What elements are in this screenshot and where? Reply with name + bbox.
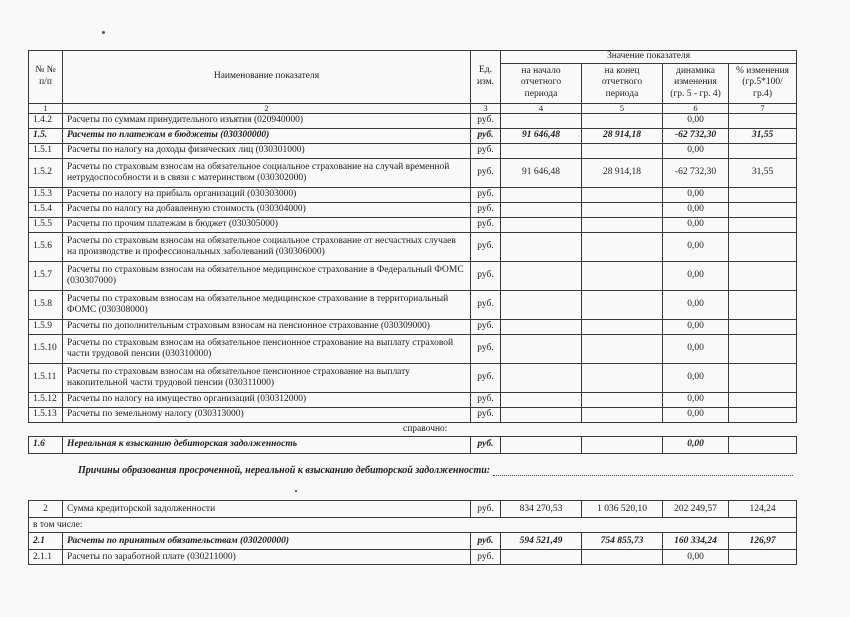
row-num: 1.5.5 bbox=[29, 217, 63, 232]
row-num: 1.5. bbox=[29, 128, 63, 143]
table-row bbox=[29, 143, 797, 158]
receivables-table bbox=[28, 50, 797, 454]
row-name: Расчеты по налогу на доходы физических лиц (030301000) bbox=[63, 143, 471, 158]
row-name: Сумма кредиторской задолженности bbox=[63, 501, 471, 518]
row-num: 1.5.9 bbox=[29, 319, 63, 334]
row-unit: руб. bbox=[471, 202, 501, 217]
row-end bbox=[582, 392, 663, 407]
row-name: Расчеты по дополнительным страховым взносам на пенсионное страхование (030309000) bbox=[63, 319, 471, 334]
row-num: 2.1.1 bbox=[29, 550, 63, 565]
row-dynamics: -62 732,30 bbox=[663, 158, 729, 187]
row-start: 834 270,53 bbox=[501, 501, 582, 518]
row-percent: 126,97 bbox=[729, 533, 797, 550]
row-start bbox=[501, 334, 582, 363]
row-num: 1.5.6 bbox=[29, 232, 63, 261]
row-percent bbox=[729, 217, 797, 232]
row-percent: 124,24 bbox=[729, 501, 797, 518]
row-unit: руб. bbox=[471, 290, 501, 319]
row-start bbox=[501, 143, 582, 158]
row-dynamics: 0,00 bbox=[663, 143, 729, 158]
row-num: 1.5.2 bbox=[29, 158, 63, 187]
row-start: 594 521,49 bbox=[501, 533, 582, 550]
header-value-group: Значение показателя bbox=[501, 51, 797, 64]
row-num: 1.5.13 bbox=[29, 407, 63, 422]
row-end bbox=[582, 290, 663, 319]
row-end bbox=[582, 407, 663, 422]
row-percent bbox=[729, 143, 797, 158]
row-unit: руб. bbox=[471, 187, 501, 202]
col-number: 7 bbox=[729, 103, 797, 113]
row-start bbox=[501, 550, 582, 565]
scan-speck bbox=[102, 31, 105, 34]
row-dynamics: 0,00 bbox=[663, 392, 729, 407]
row-dynamics: 0,00 bbox=[663, 187, 729, 202]
table-row bbox=[29, 392, 797, 407]
row-name: Расчеты по страховым взносам на обязательное пенсионное страхование на выплату страховой части трудовой пенсии (030310000) bbox=[63, 334, 471, 363]
row-end bbox=[582, 436, 663, 453]
row-percent bbox=[729, 550, 797, 565]
row-end: 28 914,18 bbox=[582, 158, 663, 187]
row-percent bbox=[729, 392, 797, 407]
row-dynamics: 0,00 bbox=[663, 217, 729, 232]
table-row bbox=[29, 363, 797, 392]
row-end: 754 855,73 bbox=[582, 533, 663, 550]
row-num: 1.5.4 bbox=[29, 202, 63, 217]
table-row bbox=[29, 232, 797, 261]
row-unit: руб. bbox=[471, 550, 501, 565]
overdue-reasons-note bbox=[78, 465, 798, 479]
row-num: 1.5.8 bbox=[29, 290, 63, 319]
row-start bbox=[501, 363, 582, 392]
row-start bbox=[501, 392, 582, 407]
row-num: 2 bbox=[29, 501, 63, 518]
row-unit: руб. bbox=[471, 501, 501, 518]
row-start: 91 646,48 bbox=[501, 128, 582, 143]
col-number: 5 bbox=[582, 103, 663, 113]
payables-table bbox=[28, 500, 797, 565]
table-row bbox=[29, 436, 797, 453]
row-dynamics: -62 732,30 bbox=[663, 128, 729, 143]
row-dynamics: 0,00 bbox=[663, 113, 729, 128]
row-unit: руб. bbox=[471, 319, 501, 334]
table-row bbox=[29, 261, 797, 290]
row-name: Расчеты по страховым взносам на обязательное пенсионное страхование на выплату накопительной части трудовой пенсии (030311000) bbox=[63, 363, 471, 392]
row-unit: руб. bbox=[471, 533, 501, 550]
row-percent bbox=[729, 407, 797, 422]
row-start bbox=[501, 290, 582, 319]
table-row bbox=[29, 407, 797, 422]
note-text: Причины образования просроченной, нереальной к взысканию дебиторской задолженности: bbox=[78, 465, 491, 476]
row-name: Расчеты по земельному налогу (030313000) bbox=[63, 407, 471, 422]
row-num: 1.4.2 bbox=[29, 113, 63, 128]
row-dynamics: 0,00 bbox=[663, 436, 729, 453]
row-percent bbox=[729, 261, 797, 290]
row-start bbox=[501, 232, 582, 261]
row-name: Расчеты по суммам принудительного изъятия (020940000) bbox=[63, 113, 471, 128]
row-end bbox=[582, 187, 663, 202]
table-row bbox=[29, 113, 797, 128]
row-end bbox=[582, 319, 663, 334]
row-unit: руб. bbox=[471, 232, 501, 261]
row-num: 1.5.10 bbox=[29, 334, 63, 363]
table-row bbox=[29, 319, 797, 334]
row-percent bbox=[729, 113, 797, 128]
row-end bbox=[582, 363, 663, 392]
reference-label: справочно: bbox=[29, 422, 797, 436]
row-num: 1.5.11 bbox=[29, 363, 63, 392]
row-unit: руб. bbox=[471, 143, 501, 158]
row-percent bbox=[729, 436, 797, 453]
row-unit: руб. bbox=[471, 363, 501, 392]
row-percent bbox=[729, 290, 797, 319]
header-end: на конец отчетного периода bbox=[582, 63, 663, 103]
row-unit: руб. bbox=[471, 261, 501, 290]
row-num: 1.6 bbox=[29, 436, 63, 453]
scan-speck bbox=[295, 490, 297, 492]
row-unit: руб. bbox=[471, 334, 501, 363]
row-start bbox=[501, 202, 582, 217]
col-number: 2 bbox=[63, 103, 471, 113]
row-end bbox=[582, 113, 663, 128]
col-number: 4 bbox=[501, 103, 582, 113]
row-name: Расчеты по налогу на добавленную стоимость (030304000) bbox=[63, 202, 471, 217]
row-num: 2.1 bbox=[29, 533, 63, 550]
row-end bbox=[582, 550, 663, 565]
row-end bbox=[582, 261, 663, 290]
row-unit: руб. bbox=[471, 392, 501, 407]
row-dynamics: 0,00 bbox=[663, 319, 729, 334]
col-number: 1 bbox=[29, 103, 63, 113]
row-name: Расчеты по налогу на прибыль организаций (030303000) bbox=[63, 187, 471, 202]
row-name: Расчеты по заработной плате (030211000) bbox=[63, 550, 471, 565]
row-start bbox=[501, 261, 582, 290]
header-num: № № п/п bbox=[29, 51, 63, 104]
row-unit: руб. bbox=[471, 128, 501, 143]
table-row bbox=[29, 334, 797, 363]
header-percent: % изменения (гр.5*100/гр.4) bbox=[729, 63, 797, 103]
table-row bbox=[29, 501, 797, 518]
row-start bbox=[501, 187, 582, 202]
table-row bbox=[29, 533, 797, 550]
row-end bbox=[582, 143, 663, 158]
table-row bbox=[29, 187, 797, 202]
row-unit: руб. bbox=[471, 217, 501, 232]
row-dynamics: 202 249,57 bbox=[663, 501, 729, 518]
table-row bbox=[29, 290, 797, 319]
row-dynamics: 0,00 bbox=[663, 202, 729, 217]
row-end: 28 914,18 bbox=[582, 128, 663, 143]
row-end: 1 036 520,10 bbox=[582, 501, 663, 518]
table-row bbox=[29, 202, 797, 217]
row-percent bbox=[729, 202, 797, 217]
table-row bbox=[29, 128, 797, 143]
including-label: в том числе: bbox=[29, 518, 797, 533]
col-number: 3 bbox=[471, 103, 501, 113]
row-percent: 31,55 bbox=[729, 128, 797, 143]
row-dynamics: 0,00 bbox=[663, 232, 729, 261]
row-end bbox=[582, 334, 663, 363]
header-unit: Ед. изм. bbox=[471, 51, 501, 104]
row-unit: руб. bbox=[471, 113, 501, 128]
row-percent bbox=[729, 232, 797, 261]
row-dynamics: 0,00 bbox=[663, 407, 729, 422]
row-name: Расчеты по принятым обязательствам (030200000) bbox=[63, 533, 471, 550]
row-start bbox=[501, 407, 582, 422]
row-name: Нереальная к взысканию дебиторская задолженность bbox=[63, 436, 471, 453]
row-name: Расчеты по страховым взносам на обязательное медицинское страхование в территориальный ФОМС (030308000) bbox=[63, 290, 471, 319]
row-start bbox=[501, 319, 582, 334]
row-num: 1.5.12 bbox=[29, 392, 63, 407]
table-row bbox=[29, 550, 797, 565]
row-name: Расчеты по платежам в бюджеты (030300000) bbox=[63, 128, 471, 143]
table-row bbox=[29, 158, 797, 187]
row-end bbox=[582, 232, 663, 261]
row-name: Расчеты по налогу на имущество организаций (030312000) bbox=[63, 392, 471, 407]
row-dynamics: 0,00 bbox=[663, 261, 729, 290]
row-unit: руб. bbox=[471, 436, 501, 453]
row-dynamics: 160 334,24 bbox=[663, 533, 729, 550]
row-num: 1.5.7 bbox=[29, 261, 63, 290]
row-start bbox=[501, 217, 582, 232]
row-percent bbox=[729, 319, 797, 334]
row-name: Расчеты по прочим платежам в бюджет (030305000) bbox=[63, 217, 471, 232]
row-percent bbox=[729, 187, 797, 202]
row-start: 91 646,48 bbox=[501, 158, 582, 187]
row-start bbox=[501, 436, 582, 453]
header-name: Наименование показателя bbox=[63, 51, 471, 104]
row-num: 1.5.3 bbox=[29, 187, 63, 202]
row-dynamics: 0,00 bbox=[663, 290, 729, 319]
row-dynamics: 0,00 bbox=[663, 334, 729, 363]
row-num: 1.5.1 bbox=[29, 143, 63, 158]
row-percent bbox=[729, 363, 797, 392]
table-row bbox=[29, 217, 797, 232]
note-blank-line bbox=[493, 465, 793, 476]
row-dynamics: 0,00 bbox=[663, 550, 729, 565]
row-unit: руб. bbox=[471, 407, 501, 422]
row-start bbox=[501, 113, 582, 128]
header-dynamics: динамика изменения (гр. 5 - гр. 4) bbox=[663, 63, 729, 103]
row-dynamics: 0,00 bbox=[663, 363, 729, 392]
row-name: Расчеты по страховым взносам на обязательное медицинское страхование в Федеральный ФОМС (030307000) bbox=[63, 261, 471, 290]
header-start: на начало отчетного периода bbox=[501, 63, 582, 103]
row-percent: 31,55 bbox=[729, 158, 797, 187]
row-percent bbox=[729, 334, 797, 363]
row-end bbox=[582, 202, 663, 217]
col-number: 6 bbox=[663, 103, 729, 113]
row-unit: руб. bbox=[471, 158, 501, 187]
row-name: Расчеты по страховым взносам на обязательное социальное страхование от несчастных случаев на производстве и профессиональных заболеваний (030306000) bbox=[63, 232, 471, 261]
row-name: Расчеты по страховым взносам на обязательное социальное страхование на случай временной нетрудоспособности и в связи с материнством (030302000) bbox=[63, 158, 471, 187]
row-end bbox=[582, 217, 663, 232]
